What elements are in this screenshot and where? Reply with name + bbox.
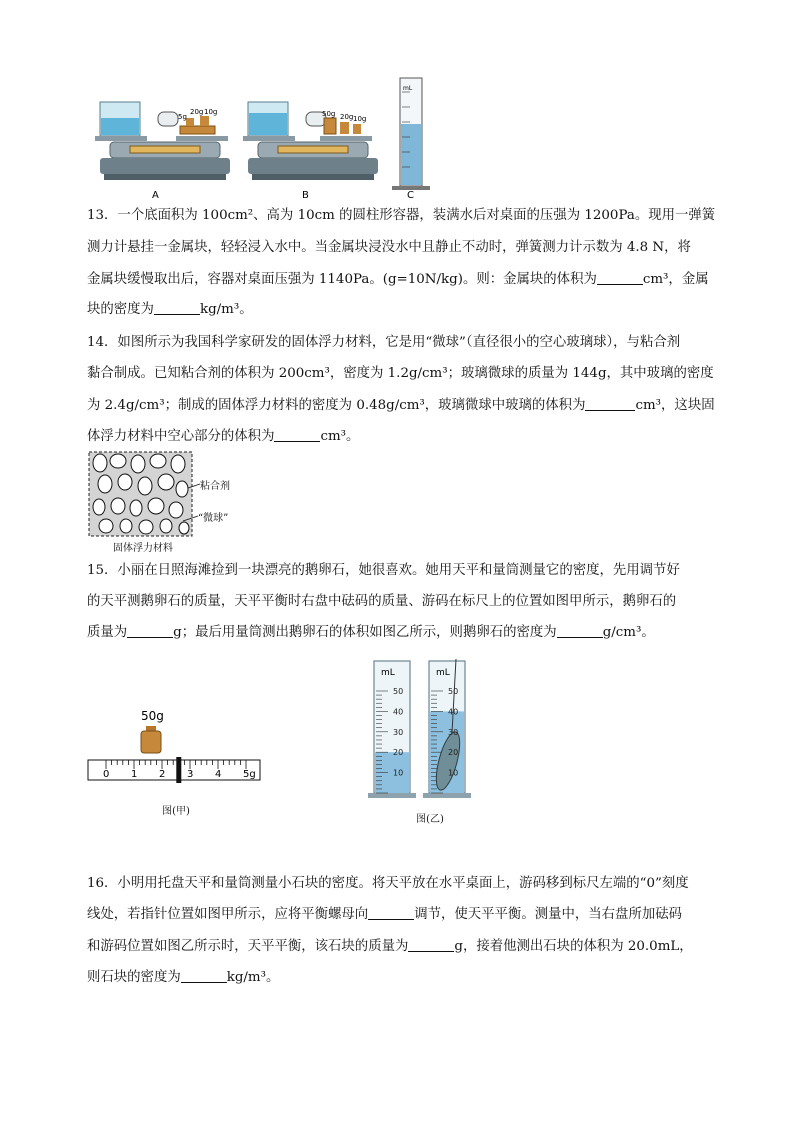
- q14-line2: 黏合制成。已知粘合剂的体积为 200cm³，密度为 1.2g/cm³；玻璃微球的质量为 144g，其中玻璃的密度: [87, 366, 714, 381]
- svg-text:2: 2: [159, 769, 166, 780]
- q13-line3: [87, 270, 727, 290]
- cylinder-left: [368, 661, 416, 798]
- cyl-unit-left: mL: [381, 668, 395, 678]
- q14-line1: 14．如图所示为我国科学家研发的固体浮力材料，它是用“微球”（直径很小的空心玻璃球），与粘合剂: [87, 335, 681, 350]
- cyl-tick-label: 40: [448, 707, 459, 717]
- cylinder-base: [368, 793, 416, 798]
- cylinder-base: [423, 793, 471, 798]
- q15-text: 质量为: [87, 625, 128, 640]
- scale-label-4: [215, 769, 221, 780]
- answer-blank[interactable]: [557, 623, 603, 638]
- svg-text:1: 1: [131, 769, 138, 780]
- caption-jia: 图(甲): [162, 806, 190, 817]
- figure-jia: [86, 700, 266, 820]
- weight-label-b: 10g: [353, 115, 367, 123]
- cylinder-unit: mL: [403, 85, 413, 92]
- q16-line1: 16．小明用托盘天平和量筒测量小石块的密度。将天平放在水平桌面上，游码移到标尺左端的“0”刻度: [87, 876, 689, 891]
- cyl-tick-label: 10: [393, 768, 404, 778]
- q14-text: cm³，这块固: [635, 398, 715, 413]
- svg-text:5g: 5g: [243, 769, 256, 780]
- label-b: B: [302, 190, 309, 201]
- label-a: A: [152, 190, 159, 201]
- balance-b: [243, 102, 378, 180]
- q14-text: cm³。: [320, 429, 360, 444]
- scale-label-0: [103, 769, 109, 780]
- answer-blank[interactable]: [127, 623, 173, 638]
- label-microsphere: “微球”: [198, 513, 229, 524]
- scale-label-1: [131, 769, 137, 780]
- caption-yi: 图(乙): [416, 814, 444, 825]
- q16-text: 线处，若指针位置如图甲所示，应将平衡螺母向: [87, 907, 369, 922]
- q13-line1: 13．一个底面积为 100cm²、高为 10cm 的圆柱形容器，装满水后对桌面的压强为 1200Pa。现用一弹簧: [87, 208, 716, 223]
- cylinder-c: [392, 78, 430, 190]
- q16-line2: [87, 905, 727, 925]
- answer-blank[interactable]: [274, 427, 320, 442]
- q13-text: cm³，金属: [642, 272, 709, 287]
- scale-label-3: [187, 769, 193, 780]
- cyl-tick-label: 50: [448, 687, 459, 696]
- q15-line3: [87, 623, 727, 643]
- q15-text: g/cm³。: [602, 625, 655, 640]
- answer-blank[interactable]: [585, 396, 635, 411]
- weight-icon: [141, 726, 161, 753]
- q16-text: g，接着他测出石块的体积为 20.0mL，: [454, 939, 693, 954]
- cyl-tick-label: 20: [448, 748, 459, 758]
- weight-label-b: 50g: [322, 110, 336, 118]
- answer-blank[interactable]: [597, 270, 643, 285]
- q14-line4: [87, 427, 727, 447]
- label-binder: 粘合剂: [200, 481, 230, 492]
- q16-text: 和游码位置如图乙所示时，天平平衡，该石块的质量为: [87, 939, 409, 954]
- q16-text: 则石块的密度为: [87, 970, 181, 985]
- svg-text:0: 0: [103, 769, 110, 780]
- figure-caption: 固体浮力材料: [113, 543, 173, 554]
- q15-text: g；最后用量筒测出鹅卵石的体积如图乙所示，则鹅卵石的密度为: [173, 625, 557, 640]
- cyl-tick-label: 30: [393, 727, 404, 737]
- q16-line3: [87, 937, 727, 957]
- q16-text: kg/m³。: [226, 970, 280, 985]
- q16-text: 调节，使天平平衡。测量中，当右盘所加砝码: [414, 907, 683, 922]
- answer-blank[interactable]: [368, 905, 414, 920]
- weight-label: 50g: [141, 709, 164, 723]
- q14-line3: [87, 396, 727, 416]
- scale-label-5: [243, 769, 256, 780]
- cyl-tick-label: 30: [448, 727, 459, 737]
- q14-text: 体浮力材料中空心部分的体积为: [87, 429, 275, 444]
- weight-label-b: 20g: [340, 113, 354, 121]
- answer-blank[interactable]: [181, 968, 227, 983]
- q15-line2: 的天平测鹅卵石的质量，天平平衡时右盘中砝码的质量、游码在标尺上的位置如图甲所示，鹅卵石的: [87, 594, 677, 609]
- cyl-tick-label: 40: [393, 707, 404, 717]
- svg-text:4: 4: [215, 769, 222, 780]
- rider-marker: [176, 757, 181, 783]
- cyl-tick-label: 20: [393, 748, 404, 758]
- answer-blank[interactable]: [154, 300, 200, 315]
- svg-text:3: 3: [187, 769, 194, 780]
- weight-label-a: 10g: [204, 108, 218, 116]
- figure-buoyancy-material: [88, 451, 258, 554]
- cyl-tick-label: 50: [393, 687, 404, 696]
- cyl-unit-right: mL: [436, 668, 450, 678]
- figure-balances: [90, 72, 450, 202]
- q13-line4: [87, 300, 727, 320]
- q14-text: 为 2.4g/cm³；制成的固体浮力材料的密度为 0.48g/cm³，玻璃微球中玻璃的体积为: [87, 398, 586, 413]
- q16-line4: [87, 968, 727, 988]
- q15-line1: 15．小丽在日照海滩捡到一块漂亮的鹅卵石，她很喜欢。她用天平和量筒测量它的密度，先用调节好: [87, 563, 680, 578]
- weight-label-a: 5g: [178, 113, 187, 121]
- figure-yi: [360, 655, 500, 825]
- q13-text: 金属块缓慢取出后，容器对桌面压强为 1140Pa。(g=10N/kg)。则：金属块的体积为: [87, 272, 597, 287]
- q13-text: kg/m³。: [199, 302, 253, 317]
- scale-label-2: [159, 769, 165, 780]
- cyl-tick-label: 10: [448, 768, 459, 778]
- q13-text: 块的密度为: [87, 302, 154, 317]
- answer-blank[interactable]: [408, 937, 454, 952]
- weight-label-a: 20g: [190, 108, 204, 116]
- label-c: C: [407, 190, 414, 201]
- q13-line2: 测力计悬挂一金属块，轻轻浸入水中。当金属块浸没水中且静止不动时，弹簧测力计示数为 4.8 N，将: [87, 240, 691, 255]
